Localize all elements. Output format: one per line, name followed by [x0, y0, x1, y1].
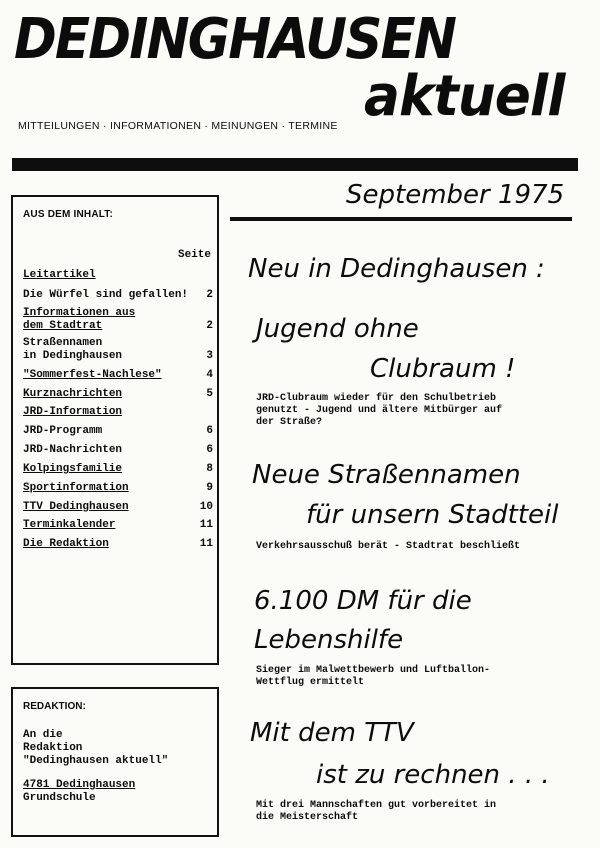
toc-item-page: 6 — [206, 444, 213, 456]
toc-item-label: Die Redaktion — [23, 538, 109, 550]
masthead-title: DEDINGHAUSEN — [14, 7, 456, 72]
toc-item-label: Kolpingsfamilie — [23, 463, 123, 475]
toc-item-page: 8 — [206, 463, 213, 475]
headline-ttv-2: ist zu rechnen . . . — [316, 760, 550, 790]
redaktion-location — [23, 779, 135, 805]
toc-heading: AUS DEM INHALT: — [23, 209, 114, 220]
toc-item-label: Die Würfel sind gefallen! — [23, 289, 189, 301]
headline-lebenshilfe-2: Lebenshilfe — [254, 625, 404, 655]
toc-item[interactable] — [23, 501, 213, 514]
issue-date: September 1975 — [346, 180, 565, 210]
toc-item[interactable] — [23, 388, 213, 401]
toc-item-label: Sportinformation — [23, 482, 129, 494]
toc-item-page: 5 — [206, 388, 213, 400]
toc-item[interactable] — [23, 289, 213, 302]
toc-item-page: 9 — [206, 482, 213, 494]
headline-ttv-1: Mit dem TTV — [250, 718, 414, 748]
toc-item[interactable] — [23, 519, 213, 532]
toc-item[interactable] — [23, 406, 213, 419]
headline-jugend-2: Clubraum ! — [370, 354, 516, 384]
masthead-tagline: MITTEILUNGEN · INFORMATIONEN · MEINUNGEN · TERMINE — [18, 120, 338, 132]
redaktion-heading: REDAKTION: — [23, 701, 86, 712]
toc-item-page: 2 — [206, 320, 213, 332]
editorial-address-box — [11, 687, 219, 837]
headline-lebenshilfe-1: 6.100 DM für die — [254, 586, 472, 616]
headline-strassen-1: Neue Straßennamen — [252, 460, 521, 490]
subline-ttv: Mit drei Mannschaften gut vorbereitet in die Meisterschaft — [256, 800, 497, 823]
toc-item[interactable] — [23, 463, 213, 476]
headline-neu: Neu in Dedinghausen : — [248, 254, 545, 284]
toc-item-page: 11 — [199, 519, 213, 531]
toc-item-label: JRD-Information — [23, 406, 123, 418]
subline-jugend: JRD-Clubraum wieder für den Schulbetrieb genutzt - Jugend und ältere Mitbürger auf der Straße? — [256, 393, 503, 428]
school: Grundschule — [23, 792, 96, 804]
toc-item-label: JRD-Programm — [23, 425, 103, 437]
redaktion-address: An die Redaktion "Dedinghausen aktuell" — [23, 729, 169, 767]
toc-item[interactable] — [23, 307, 213, 333]
toc-item[interactable] — [23, 337, 213, 363]
toc-item-label: Leitartikel — [23, 269, 96, 281]
subline-lebenshilfe: Sieger im Malwettbewerb und Luftballon- Wettflug ermittelt — [256, 665, 491, 688]
toc-item-label: Kurznachrichten — [23, 388, 123, 400]
toc-page-header: Seite — [177, 249, 211, 261]
toc-item-page: 4 — [206, 369, 213, 381]
toc-item[interactable] — [23, 425, 213, 438]
postcode-city: 4781 Dedinghausen — [23, 779, 136, 791]
headline-jugend-1: Jugend ohne — [256, 314, 419, 344]
toc-item-page: 3 — [206, 350, 213, 362]
headline-strassen-2: für unsern Stadtteil — [306, 500, 559, 530]
toc-item-page: 2 — [206, 289, 213, 301]
toc-item[interactable] — [23, 482, 213, 495]
toc-item-page: 11 — [199, 538, 213, 550]
toc-item-label: Straßennamen in Dedinghausen — [23, 337, 123, 362]
toc-item[interactable] — [23, 444, 213, 457]
toc-item-page: 6 — [206, 425, 213, 437]
toc-item-label: "Sommerfest-Nachlese" — [23, 369, 162, 381]
table-of-contents — [11, 195, 219, 665]
toc-item[interactable] — [23, 369, 213, 382]
toc-item[interactable] — [23, 269, 213, 282]
toc-item-page: 10 — [199, 501, 213, 513]
toc-item-label: JRD-Nachrichten — [23, 444, 123, 456]
masthead-subtitle: aktuell — [364, 64, 565, 129]
toc-item-label: Terminkalender — [23, 519, 116, 531]
toc-item-label: Informationen aus dem Stadtrat — [23, 307, 136, 332]
subline-strassen: Verkehrsausschuß berät - Stadtrat beschließt — [256, 541, 521, 552]
date-rule — [230, 217, 572, 221]
toc-item[interactable] — [23, 538, 213, 551]
header-rule — [12, 158, 578, 171]
toc-item-label: TTV Dedinghausen — [23, 501, 129, 513]
